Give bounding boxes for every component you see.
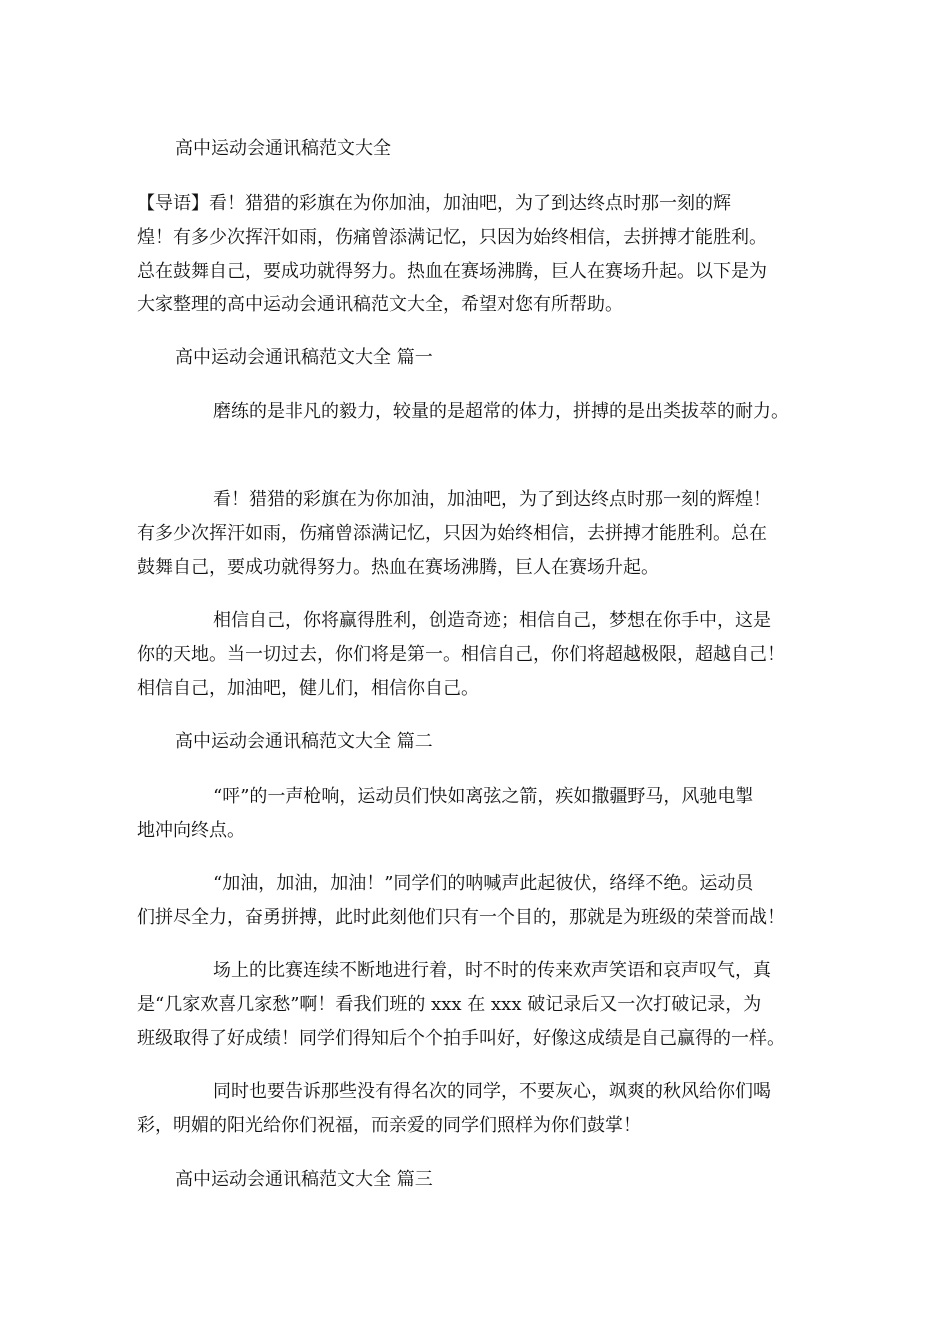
section1-paragraph3-line-1: 相信自己，你将赢得胜利，创造奇迹；相信自己，梦想在你手中，这是 (213, 610, 771, 631)
section1-paragraph2-line-3: 鼓舞自己，要成功就得努力。热血在赛场沸腾，巨人在赛场升起。 (137, 557, 659, 578)
section2-paragraph2-line-2: 们拼尽全力，奋勇拼搏，此时此刻他们只有一个目的，那就是为班级的荣誉而战！ (137, 907, 785, 928)
section2-paragraph4-line-2: 彩，明媚的阳光给你们祝福，而亲爱的同学们照样为你们鼓掌！ (137, 1115, 641, 1136)
section1-paragraph2-line-2: 有多少次挥汗如雨，伤痛曾添满记忆，只因为始终相信，去拼搏才能胜利。总在 (137, 523, 767, 544)
section-heading-1: 高中运动会通讯稿范文大全 篇一 (175, 347, 433, 368)
section1-paragraph2-line-1: 看！猎猎的彩旗在为你加油，加油吧，为了到达终点时那一刻的辉煌！ (213, 489, 771, 510)
section-heading-2: 高中运动会通讯稿范文大全 篇二 (175, 731, 433, 752)
section2-paragraph3-line-3: 班级取得了好成绩！同学们得知后个个拍手叫好，好像这成绩是自己赢得的一样。 (137, 1028, 785, 1049)
section2-paragraph1-line-2: 地冲向终点。 (137, 820, 245, 841)
section2-paragraph3-line-2: 是“几家欢喜几家愁”啊！看我们班的 xxx 在 xxx 破记录后又一次打破记录，为 (137, 994, 762, 1015)
section2-paragraph1-line-1: “呯”的一声枪响，运动员们快如离弦之箭，疾如撒疆野马，风驰电掣 (213, 786, 754, 807)
intro-line-1: 【导语】看！猎猎的彩旗在为你加油，加油吧，为了到达终点时那一刻的辉 (137, 193, 731, 214)
document-title: 高中运动会通讯稿范文大全 (175, 138, 391, 159)
section1-paragraph3-line-2: 你的天地。当一切过去，你们将是第一。相信自己，你们将超越极限，超越自己！ (137, 644, 785, 665)
section1-paragraph1-line-1: 磨练的是非凡的毅力，较量的是超常的体力，拼搏的是出类拔萃的耐力。 (213, 401, 789, 422)
section1-paragraph3-line-3: 相信自己，加油吧，健儿们，相信你自己。 (137, 678, 479, 699)
section2-paragraph2-line-1: “加油，加油，加油！”同学们的呐喊声此起彼伏，络绎不绝。运动员 (213, 873, 754, 894)
intro-line-2: 煌！有多少次挥汗如雨，伤痛曾添满记忆，只因为始终相信，去拼搏才能胜利。 (137, 227, 767, 248)
intro-line-4: 大家整理的高中运动会通讯稿范文大全，希望对您有所帮助。 (137, 294, 623, 315)
section-heading-3: 高中运动会通讯稿范文大全 篇三 (175, 1169, 433, 1190)
section2-paragraph3-line-1: 场上的比赛连续不断地进行着，时不时的传来欢声笑语和哀声叹气，真 (213, 960, 771, 981)
section2-paragraph4-line-1: 同时也要告诉那些没有得名次的同学，不要灰心，飒爽的秋风给你们喝 (213, 1081, 771, 1102)
intro-line-3: 总在鼓舞自己，要成功就得努力。热血在赛场沸腾，巨人在赛场升起。以下是为 (137, 261, 767, 282)
